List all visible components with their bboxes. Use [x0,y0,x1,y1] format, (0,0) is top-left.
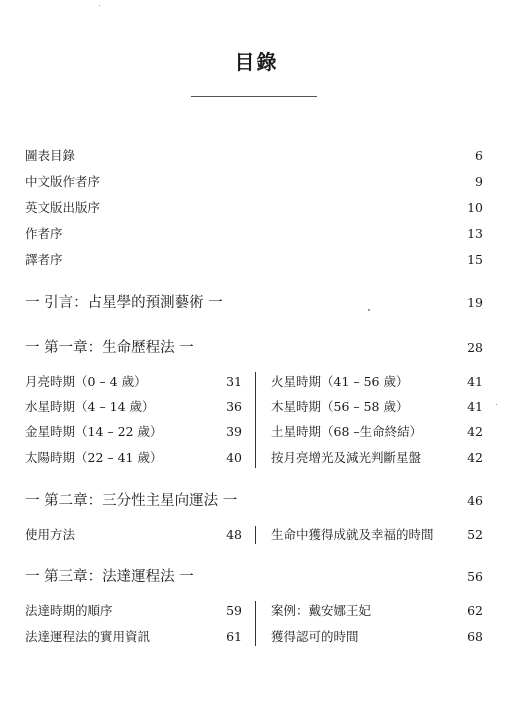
toc-entry-english-preface[interactable] [25,199,483,217]
chapter-label: 一 第二章：三分性主星向運法 一 [25,493,238,509]
page-title: 目錄 [234,50,279,74]
toc-entry-page: 6 [475,148,483,163]
toc-entry-moon-period[interactable] [25,373,242,391]
toc-entry-page: 36 [226,399,242,414]
toc-entry-label: 中文版作者序 [25,174,101,189]
scan-speck [99,5,100,6]
toc-entry-sun-period[interactable] [25,449,242,467]
chapter-page: 19 [467,295,483,310]
toc-entry-page: 42 [467,450,483,465]
toc-entry-saturn-period[interactable] [271,423,483,441]
chapter-label: 一 第三章：法達運程法 一 [25,569,194,585]
toc-entry-firdaria-practical[interactable] [25,628,242,646]
toc-chapter-1[interactable] [25,338,483,358]
toc-entry-label: 月亮時期（0 – 4 歲） [25,374,147,389]
title-underline [191,96,317,97]
toc-entry-label: 法達運程法的實用資訊 [25,629,151,644]
toc-entry-page: 62 [467,603,483,618]
toc-entry-translator-preface[interactable] [25,251,483,269]
toc-entry-page: 10 [467,200,483,215]
toc-entry-label: 火星時期（41 – 56 歲） [271,374,409,389]
toc-entry-usage[interactable] [25,526,242,544]
toc-entry-label: 英文版出版序 [25,200,101,215]
toc-entry-jupiter-period[interactable] [271,398,483,416]
toc-entry-page: 40 [226,450,242,465]
toc-entry-page: 15 [467,252,483,267]
toc-entry-label: 譯者序 [25,252,63,267]
column-divider [255,526,256,544]
toc-entry-chinese-preface[interactable] [25,173,483,191]
toc-entry-page: 48 [226,527,242,542]
chapter-page: 56 [467,569,483,584]
toc-entry-label: 水星時期（4 – 14 歲） [25,399,155,414]
toc-entry-page: 39 [226,424,242,439]
chapter-page: 46 [467,493,483,508]
toc-entry-page: 52 [467,527,483,542]
scan-speck [368,309,370,311]
toc-entry-label: 使用方法 [25,527,76,542]
toc-entry-page: 13 [467,226,483,241]
toc-entry-lunar-phase[interactable] [271,449,483,467]
toc-entry-label: 作者序 [25,226,63,241]
chapter-label: 一 第一章：生命歷程法 一 [25,340,194,356]
toc-entry-figures[interactable] [25,147,483,165]
scan-speck [496,404,497,405]
toc-entry-label: 生命中獲得成就及幸福的時間 [271,527,434,542]
toc-entry-label: 土星時期（68 –生命終結） [271,424,423,439]
toc-intro[interactable] [25,293,483,313]
toc-entry-label: 太陽時期（22 – 41 歲） [25,450,163,465]
toc-chapter-3[interactable] [25,567,483,587]
toc-entry-page: 41 [467,399,483,414]
toc-entry-label: 獲得認可的時間 [271,629,359,644]
toc-entry-case-diana[interactable] [271,602,483,620]
toc-chapter-2[interactable] [25,491,483,511]
column-divider [255,601,256,646]
toc-entry-label: 按月亮增光及減光判斷星盤 [271,450,422,465]
toc-entry-achievement-time[interactable] [271,526,483,544]
toc-entry-page: 61 [226,629,242,644]
toc-entry-page: 68 [467,629,483,644]
toc-entry-venus-period[interactable] [25,423,242,441]
toc-entry-label: 圖表目錄 [25,148,76,163]
toc-entry-page: 59 [226,603,242,618]
toc-entry-page: 42 [467,424,483,439]
column-divider [255,372,256,468]
chapter-page: 28 [467,340,483,355]
toc-entry-label: 木星時期（56 – 58 歲） [271,399,409,414]
toc-entry-page: 9 [475,174,483,189]
toc-entry-recognition-time[interactable] [271,628,483,646]
toc-entry-firdaria-order[interactable] [25,602,242,620]
toc-entry-label: 金星時期（14 – 22 歲） [25,424,163,439]
toc-entry-page: 41 [467,374,483,389]
toc-entry-page: 31 [226,374,242,389]
chapter-label: 一 引言：占星學的預測藝術 一 [25,295,223,311]
toc-entry-label: 法達時期的順序 [25,603,113,618]
toc-entry-mercury-period[interactable] [25,398,242,416]
toc-entry-label: 案例：戴安娜王妃 [271,603,372,618]
toc-entry-mars-period[interactable] [271,373,483,391]
toc-entry-author-preface[interactable] [25,225,483,243]
